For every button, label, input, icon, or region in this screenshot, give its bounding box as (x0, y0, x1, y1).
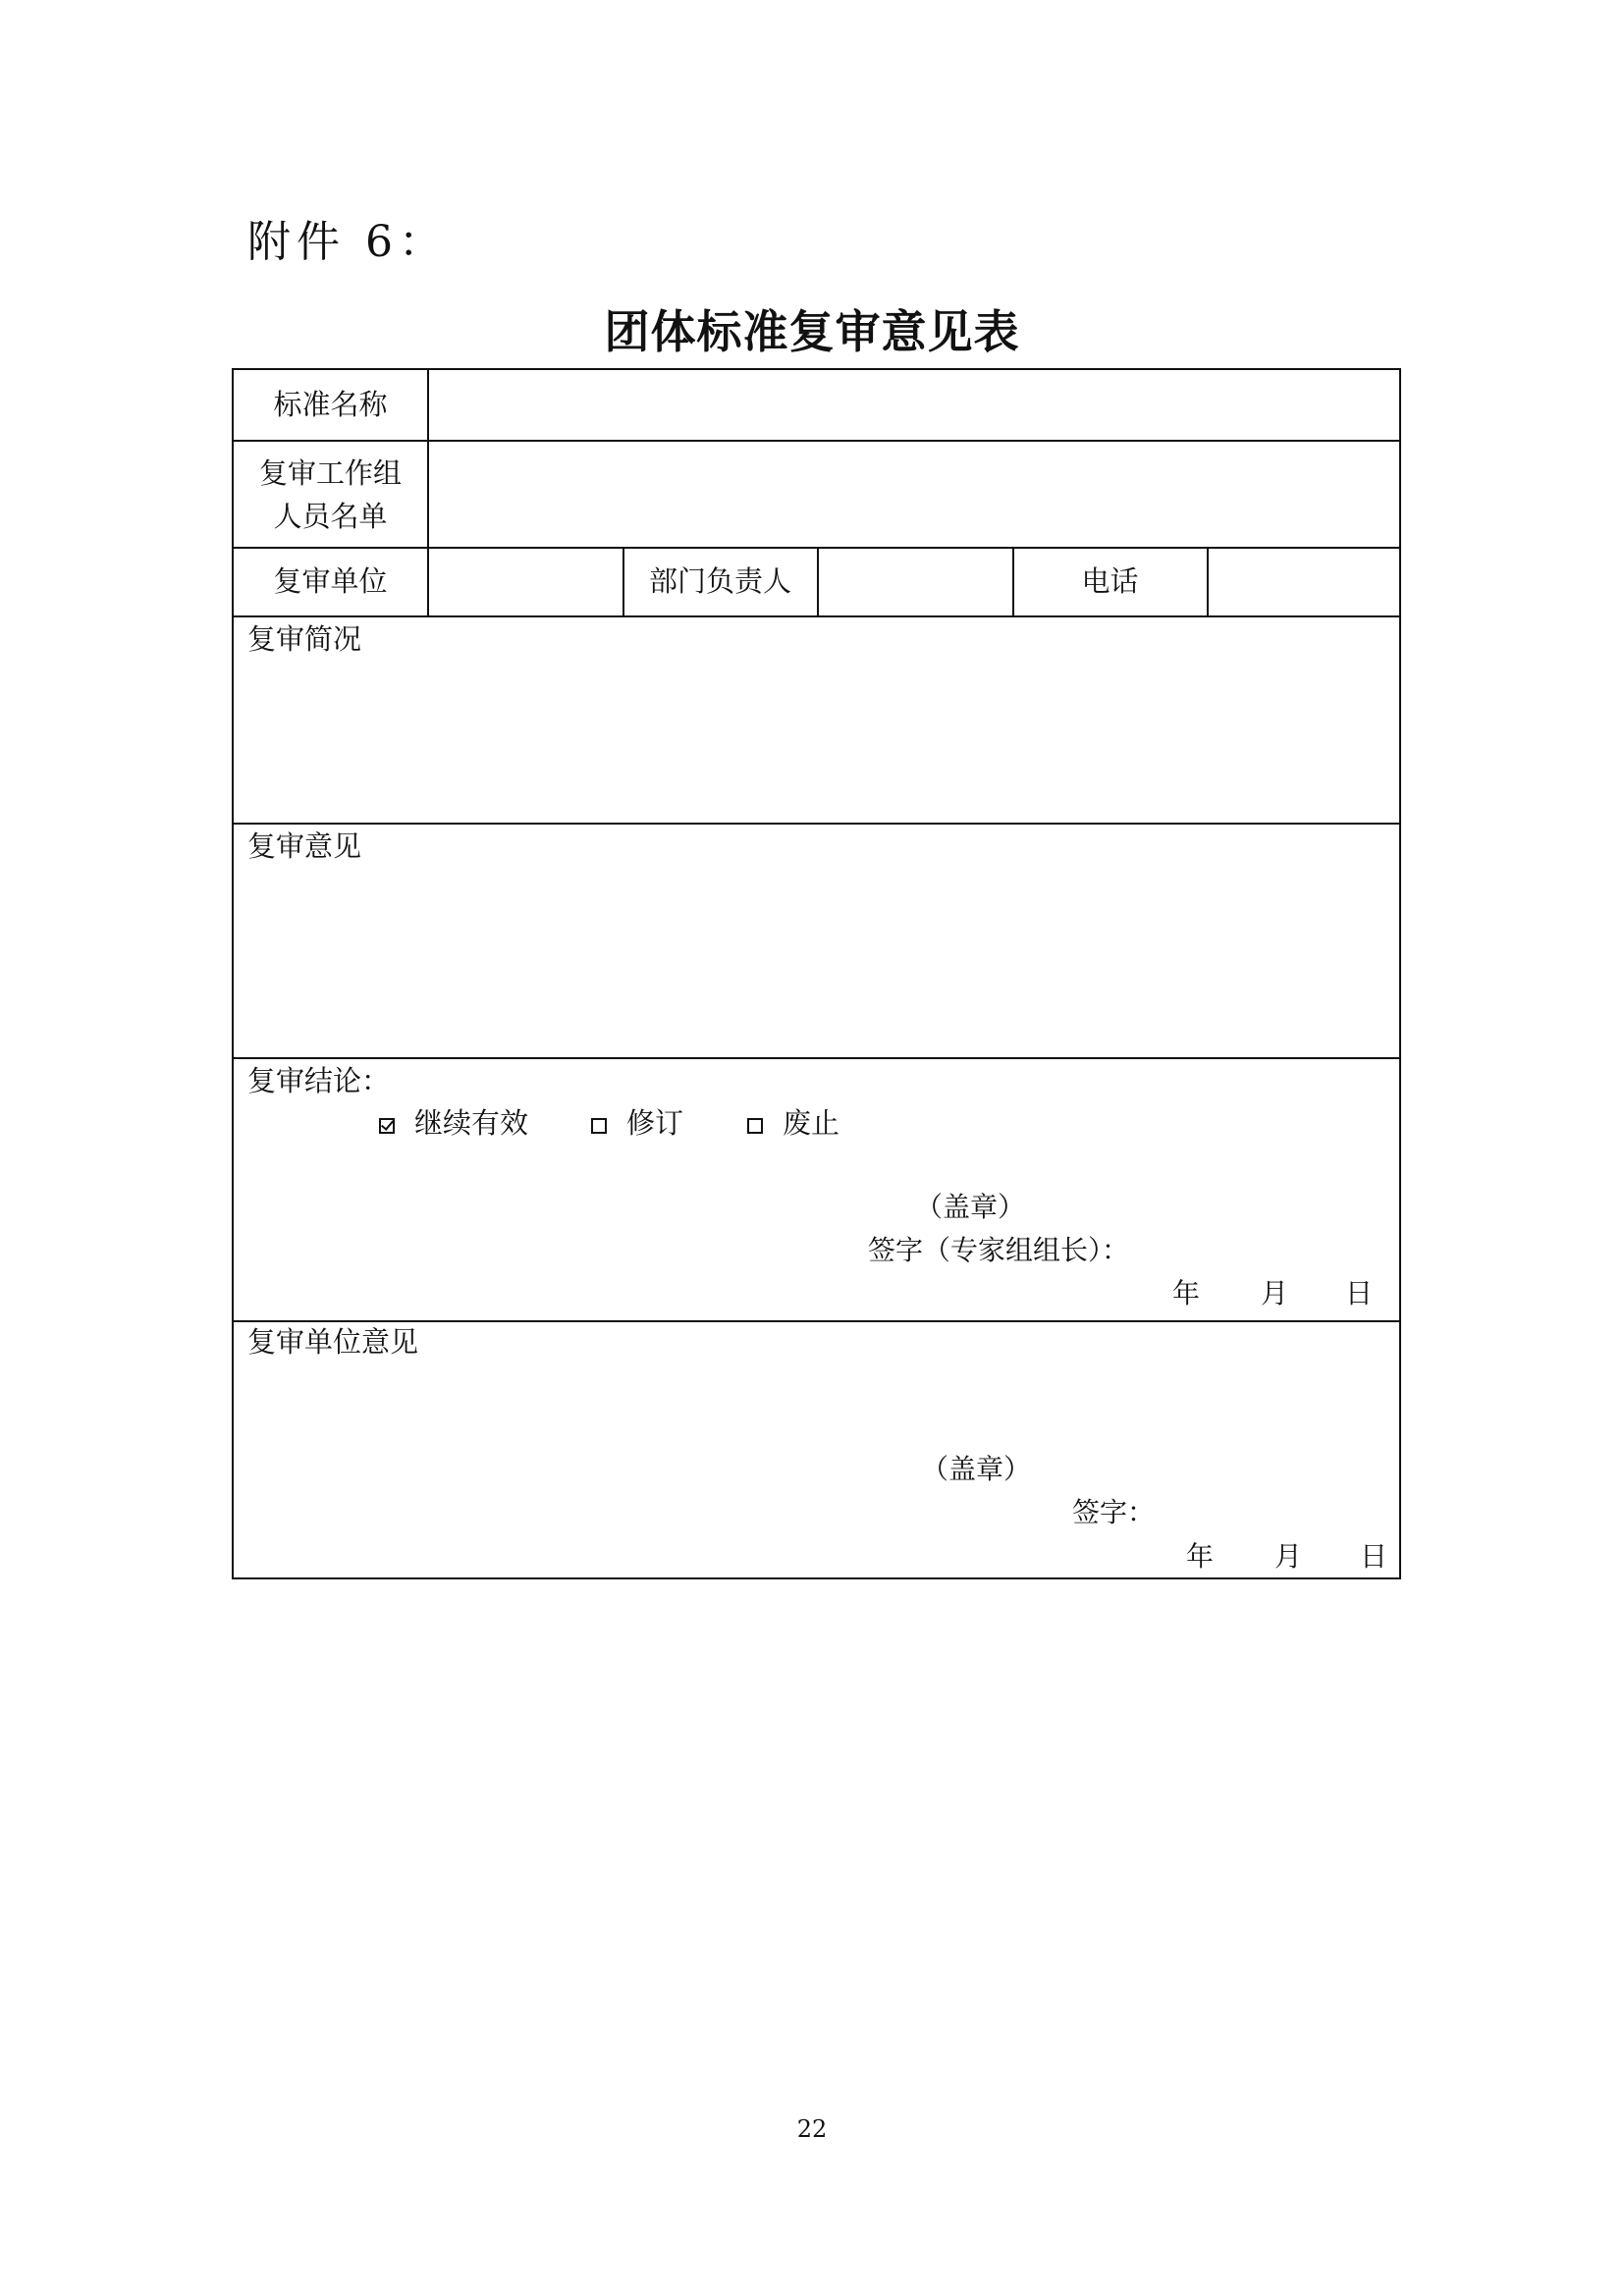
option-label: 修订 (626, 1106, 684, 1140)
column-divider (1207, 547, 1209, 617)
review-form-table (232, 368, 1401, 1579)
unit-opinion-label: 复审单位意见 (247, 1325, 419, 1359)
summary-label: 复审简况 (247, 622, 362, 656)
conclusion-seal: （盖章） (915, 1191, 1026, 1223)
checkbox-icon[interactable] (747, 1118, 763, 1134)
option-label: 继续有效 (414, 1106, 529, 1140)
standard-name-label: 标准名称 (273, 388, 388, 421)
working-group-label-line1: 复审工作组 (258, 456, 402, 490)
unit-year: 年 (1186, 1540, 1215, 1573)
unit-day: 日 (1360, 1540, 1388, 1573)
option-revise[interactable] (591, 1103, 683, 1143)
row-divider (234, 1057, 1399, 1059)
conclusion-month: 月 (1261, 1277, 1289, 1309)
working-group-label-line2: 人员名单 (273, 500, 388, 533)
conclusion-label: 复审结论： (247, 1064, 391, 1097)
checkbox-icon[interactable] (591, 1118, 607, 1134)
phone-label: 电话 (1081, 564, 1139, 598)
unit-seal: （盖章） (921, 1453, 1032, 1485)
conclusion-signature-label: 签字（专家组组长）： (868, 1234, 1130, 1266)
page-number: 22 (796, 2115, 828, 2143)
form-title: 团体标准复审意见表 (604, 305, 1020, 358)
row-divider (234, 823, 1399, 825)
conclusion-day: 日 (1345, 1277, 1374, 1309)
review-unit-label: 复审单位 (273, 564, 388, 598)
option-continue-valid[interactable] (379, 1103, 528, 1143)
unit-month: 月 (1274, 1540, 1303, 1573)
row-divider (234, 440, 1399, 442)
unit-signature-label: 签字： (1072, 1496, 1156, 1528)
dept-head-label: 部门负责人 (648, 564, 791, 598)
option-label: 废止 (783, 1106, 840, 1140)
checked-box-icon[interactable] (379, 1118, 395, 1134)
column-divider (817, 547, 819, 617)
column-divider (427, 370, 429, 617)
opinion-label: 复审意见 (247, 829, 362, 863)
attachment-label: 附件 6： (247, 217, 448, 267)
option-abolish[interactable] (747, 1103, 839, 1143)
conclusion-year: 年 (1172, 1277, 1201, 1309)
